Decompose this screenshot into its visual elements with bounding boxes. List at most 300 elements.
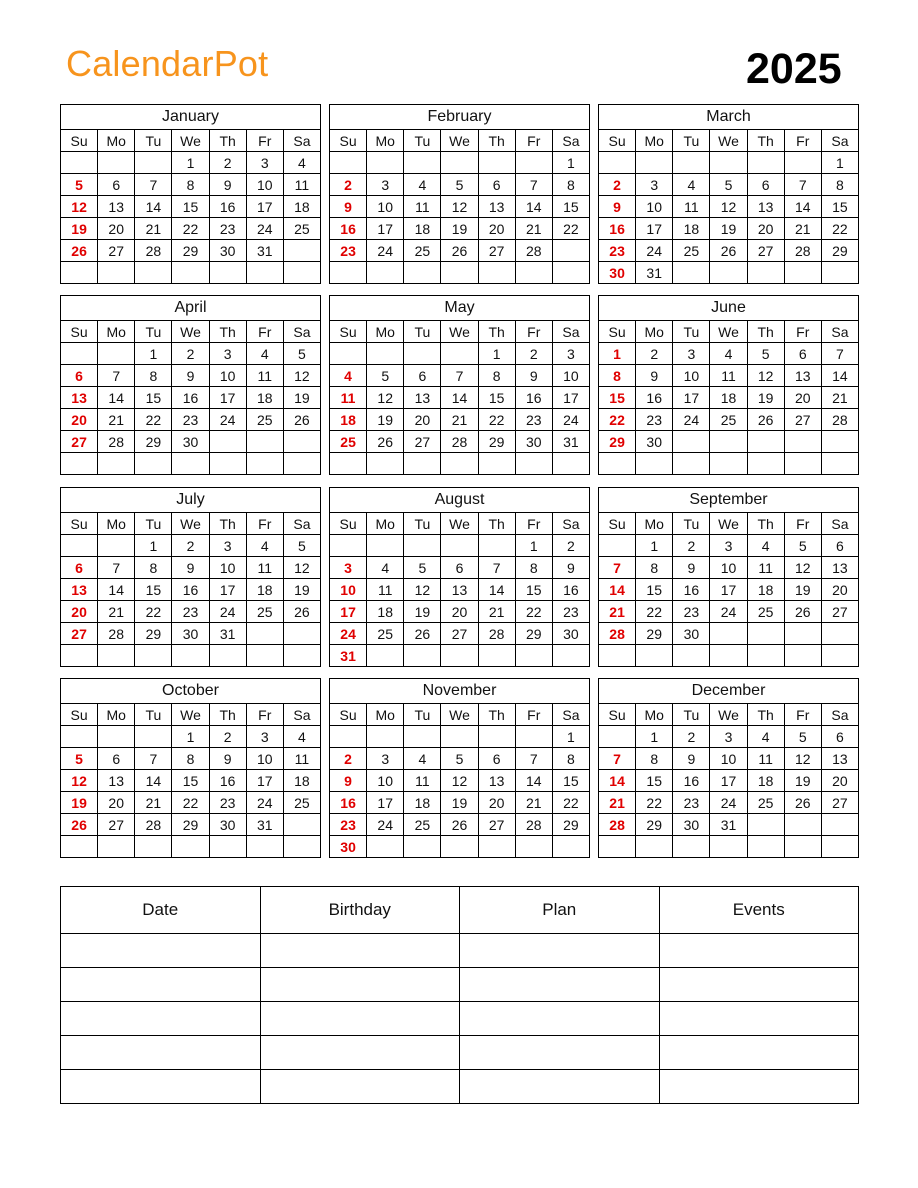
notes-cell[interactable]	[61, 934, 261, 968]
notes-cell[interactable]	[61, 1002, 261, 1036]
empty-cell	[172, 645, 209, 667]
empty-cell	[98, 726, 135, 748]
day-cell: 7	[599, 748, 636, 770]
day-cell: 24	[246, 792, 283, 814]
day-cell: 28	[515, 240, 552, 262]
day-cell: 11	[404, 770, 441, 792]
empty-cell	[478, 645, 515, 667]
empty-cell	[710, 836, 747, 858]
empty-cell	[404, 836, 441, 858]
day-cell: 15	[172, 196, 209, 218]
day-cell: 21	[515, 792, 552, 814]
empty-cell	[61, 343, 98, 365]
empty-cell	[599, 453, 636, 475]
day-cell: 21	[135, 792, 172, 814]
day-cell: 16	[673, 579, 710, 601]
day-cell: 14	[135, 770, 172, 792]
empty-cell	[209, 431, 246, 453]
empty-cell	[330, 152, 367, 174]
empty-cell	[61, 152, 98, 174]
empty-cell	[330, 726, 367, 748]
empty-cell	[552, 240, 589, 262]
day-cell: 25	[246, 409, 283, 431]
empty-cell	[246, 262, 283, 284]
day-cell: 4	[283, 726, 320, 748]
empty-cell	[283, 623, 320, 645]
weekday-header: We	[441, 704, 478, 726]
empty-cell	[61, 645, 98, 667]
day-cell: 16	[552, 579, 589, 601]
empty-cell	[747, 431, 784, 453]
day-cell: 10	[367, 770, 404, 792]
empty-cell	[404, 645, 441, 667]
empty-cell	[135, 453, 172, 475]
day-cell: 20	[821, 579, 858, 601]
empty-cell	[98, 645, 135, 667]
empty-cell	[821, 814, 858, 836]
empty-cell	[710, 262, 747, 284]
day-cell: 23	[209, 218, 246, 240]
empty-cell	[552, 836, 589, 858]
weekday-header: Tu	[404, 321, 441, 343]
empty-cell	[747, 262, 784, 284]
day-cell: 27	[61, 623, 98, 645]
day-cell: 2	[636, 343, 673, 365]
day-cell: 20	[478, 792, 515, 814]
day-cell: 29	[478, 431, 515, 453]
day-cell: 25	[710, 409, 747, 431]
day-cell: 20	[747, 218, 784, 240]
day-cell: 17	[367, 218, 404, 240]
day-cell: 5	[367, 365, 404, 387]
empty-cell	[404, 262, 441, 284]
day-cell: 27	[821, 601, 858, 623]
day-cell: 7	[135, 748, 172, 770]
day-cell: 2	[330, 174, 367, 196]
day-cell: 30	[209, 814, 246, 836]
day-cell: 19	[441, 218, 478, 240]
empty-cell	[367, 535, 404, 557]
empty-cell	[478, 453, 515, 475]
notes-cell[interactable]	[260, 1036, 460, 1070]
weekday-header: Su	[61, 321, 98, 343]
day-cell: 23	[172, 601, 209, 623]
empty-cell	[710, 431, 747, 453]
empty-cell	[246, 431, 283, 453]
day-cell: 17	[209, 387, 246, 409]
day-cell: 12	[404, 579, 441, 601]
day-cell: 26	[283, 409, 320, 431]
day-cell: 15	[636, 579, 673, 601]
empty-cell	[283, 240, 320, 262]
day-cell: 8	[515, 557, 552, 579]
notes-cell[interactable]	[260, 934, 460, 968]
day-cell: 22	[552, 218, 589, 240]
day-cell: 29	[821, 240, 858, 262]
day-cell: 25	[283, 792, 320, 814]
weekday-header: Sa	[283, 704, 320, 726]
month-august	[329, 487, 590, 673]
month-may	[329, 295, 590, 481]
day-cell: 9	[552, 557, 589, 579]
day-cell: 21	[135, 218, 172, 240]
day-cell: 9	[209, 174, 246, 196]
day-cell: 30	[673, 814, 710, 836]
day-cell: 14	[441, 387, 478, 409]
day-cell: 23	[552, 601, 589, 623]
day-cell: 1	[172, 152, 209, 174]
day-cell: 13	[61, 387, 98, 409]
empty-cell	[404, 535, 441, 557]
day-cell: 17	[246, 196, 283, 218]
day-cell: 28	[599, 814, 636, 836]
day-cell: 13	[61, 579, 98, 601]
day-cell: 9	[209, 748, 246, 770]
empty-cell	[441, 152, 478, 174]
empty-cell	[61, 726, 98, 748]
day-cell: 14	[599, 770, 636, 792]
day-cell: 12	[747, 365, 784, 387]
day-cell: 7	[135, 174, 172, 196]
day-cell: 18	[747, 579, 784, 601]
notes-header-events: Events	[659, 887, 859, 934]
month-november	[329, 678, 590, 864]
weekday-header: Mo	[367, 704, 404, 726]
day-cell: 8	[599, 365, 636, 387]
day-cell: 22	[172, 218, 209, 240]
day-cell: 8	[172, 748, 209, 770]
empty-cell	[441, 726, 478, 748]
day-cell: 10	[330, 579, 367, 601]
empty-cell	[61, 535, 98, 557]
day-cell: 24	[710, 792, 747, 814]
empty-cell	[441, 645, 478, 667]
day-cell: 26	[404, 623, 441, 645]
day-cell: 18	[747, 770, 784, 792]
day-cell: 14	[515, 196, 552, 218]
weekday-header: Sa	[821, 130, 858, 152]
day-cell: 30	[330, 836, 367, 858]
day-cell: 12	[710, 196, 747, 218]
day-cell: 3	[209, 535, 246, 557]
day-cell: 30	[552, 623, 589, 645]
empty-cell	[478, 836, 515, 858]
day-cell: 24	[710, 601, 747, 623]
notes-cell[interactable]	[659, 1002, 859, 1036]
day-cell: 10	[673, 365, 710, 387]
day-cell: 18	[330, 409, 367, 431]
day-cell: 5	[441, 174, 478, 196]
notes-cell[interactable]	[460, 1070, 660, 1104]
day-cell: 28	[441, 431, 478, 453]
weekday-header: Tu	[673, 321, 710, 343]
empty-cell	[710, 453, 747, 475]
day-cell: 25	[246, 601, 283, 623]
empty-cell	[478, 726, 515, 748]
day-cell: 19	[283, 387, 320, 409]
empty-cell	[172, 836, 209, 858]
notes-cell[interactable]	[61, 968, 261, 1002]
day-cell: 16	[673, 770, 710, 792]
weekday-header: Mo	[636, 513, 673, 535]
day-cell: 3	[552, 343, 589, 365]
day-cell: 20	[98, 792, 135, 814]
weekday-header: Fr	[784, 321, 821, 343]
day-cell: 23	[172, 409, 209, 431]
notes-cell[interactable]	[460, 934, 660, 968]
weekday-header: Mo	[636, 130, 673, 152]
month-january	[60, 104, 321, 290]
day-cell: 4	[747, 535, 784, 557]
day-cell: 17	[330, 601, 367, 623]
empty-cell	[673, 262, 710, 284]
day-cell: 15	[135, 579, 172, 601]
notes-cell[interactable]	[61, 1070, 261, 1104]
day-cell: 19	[367, 409, 404, 431]
empty-cell	[747, 152, 784, 174]
month-april	[60, 295, 321, 481]
empty-cell	[747, 645, 784, 667]
weekday-header: Su	[61, 704, 98, 726]
day-cell: 25	[747, 601, 784, 623]
empty-cell	[747, 814, 784, 836]
empty-cell	[478, 262, 515, 284]
day-cell: 3	[636, 174, 673, 196]
empty-cell	[367, 343, 404, 365]
day-cell: 29	[636, 814, 673, 836]
day-cell: 6	[821, 726, 858, 748]
day-cell: 18	[710, 387, 747, 409]
day-cell: 22	[552, 792, 589, 814]
day-cell: 5	[404, 557, 441, 579]
empty-cell	[330, 343, 367, 365]
notes-cell[interactable]	[659, 968, 859, 1002]
day-cell: 21	[784, 218, 821, 240]
weekday-header: Sa	[283, 130, 320, 152]
notes-cell[interactable]	[61, 1036, 261, 1070]
day-cell: 28	[478, 623, 515, 645]
day-cell: 1	[135, 535, 172, 557]
weekday-header: Fr	[246, 513, 283, 535]
month-december	[598, 678, 859, 864]
notes-row	[61, 968, 859, 1002]
month-name: March	[599, 105, 859, 130]
month-name: July	[61, 488, 321, 513]
empty-cell	[283, 814, 320, 836]
empty-cell	[636, 645, 673, 667]
day-cell: 13	[784, 365, 821, 387]
month-name: May	[330, 296, 590, 321]
day-cell: 22	[636, 601, 673, 623]
empty-cell	[821, 836, 858, 858]
day-cell: 1	[552, 152, 589, 174]
weekday-header: We	[710, 513, 747, 535]
day-cell: 22	[515, 601, 552, 623]
day-cell: 24	[367, 814, 404, 836]
empty-cell	[404, 726, 441, 748]
day-cell: 18	[283, 196, 320, 218]
day-cell: 18	[404, 218, 441, 240]
day-cell: 19	[441, 792, 478, 814]
weekday-header: Th	[747, 513, 784, 535]
empty-cell	[283, 453, 320, 475]
notes-cell[interactable]	[659, 1070, 859, 1104]
day-cell: 25	[283, 218, 320, 240]
notes-cell[interactable]	[460, 1002, 660, 1036]
day-cell: 26	[441, 240, 478, 262]
notes-cell[interactable]	[460, 1036, 660, 1070]
day-cell: 7	[599, 557, 636, 579]
day-cell: 2	[673, 726, 710, 748]
day-cell: 21	[599, 601, 636, 623]
day-cell: 21	[599, 792, 636, 814]
empty-cell	[710, 623, 747, 645]
weekday-header: Su	[61, 513, 98, 535]
day-cell: 28	[98, 623, 135, 645]
empty-cell	[98, 262, 135, 284]
weekday-header: Mo	[636, 704, 673, 726]
day-cell: 8	[636, 748, 673, 770]
day-cell: 6	[747, 174, 784, 196]
day-cell: 3	[246, 152, 283, 174]
notes-cell[interactable]	[659, 934, 859, 968]
weekday-header: Sa	[821, 513, 858, 535]
day-cell: 17	[636, 218, 673, 240]
day-cell: 11	[246, 557, 283, 579]
day-cell: 11	[283, 748, 320, 770]
empty-cell	[367, 152, 404, 174]
day-cell: 21	[478, 601, 515, 623]
day-cell: 12	[283, 365, 320, 387]
day-cell: 5	[61, 748, 98, 770]
weekday-header: Fr	[246, 130, 283, 152]
notes-cell[interactable]	[659, 1036, 859, 1070]
empty-cell	[552, 262, 589, 284]
day-cell: 13	[441, 579, 478, 601]
day-cell: 28	[784, 240, 821, 262]
empty-cell	[441, 262, 478, 284]
empty-cell	[283, 645, 320, 667]
day-cell: 4	[283, 152, 320, 174]
day-cell: 23	[673, 601, 710, 623]
day-cell: 29	[135, 623, 172, 645]
month-name: January	[61, 105, 321, 130]
day-cell: 1	[515, 535, 552, 557]
day-cell: 10	[552, 365, 589, 387]
empty-cell	[636, 836, 673, 858]
day-cell: 28	[821, 409, 858, 431]
day-cell: 12	[784, 557, 821, 579]
day-cell: 15	[172, 770, 209, 792]
empty-cell	[404, 453, 441, 475]
day-cell: 2	[172, 535, 209, 557]
empty-cell	[673, 645, 710, 667]
day-cell: 21	[98, 601, 135, 623]
day-cell: 27	[821, 792, 858, 814]
weekday-header: We	[710, 130, 747, 152]
day-cell: 20	[821, 770, 858, 792]
empty-cell	[441, 343, 478, 365]
month-october	[60, 678, 321, 864]
day-cell: 6	[404, 365, 441, 387]
empty-cell	[599, 726, 636, 748]
empty-cell	[61, 262, 98, 284]
day-cell: 11	[404, 196, 441, 218]
day-cell: 19	[784, 579, 821, 601]
day-cell: 9	[515, 365, 552, 387]
day-cell: 30	[172, 623, 209, 645]
weekday-header: We	[441, 513, 478, 535]
day-cell: 1	[599, 343, 636, 365]
weekday-header: Tu	[673, 513, 710, 535]
day-cell: 17	[673, 387, 710, 409]
day-cell: 22	[172, 792, 209, 814]
empty-cell	[172, 262, 209, 284]
day-cell: 1	[135, 343, 172, 365]
day-cell: 10	[246, 748, 283, 770]
empty-cell	[441, 453, 478, 475]
day-cell: 11	[283, 174, 320, 196]
day-cell: 11	[246, 365, 283, 387]
day-cell: 26	[747, 409, 784, 431]
day-cell: 11	[747, 557, 784, 579]
day-cell: 5	[784, 535, 821, 557]
day-cell: 22	[135, 409, 172, 431]
day-cell: 2	[552, 535, 589, 557]
day-cell: 5	[784, 726, 821, 748]
day-cell: 15	[515, 579, 552, 601]
weekday-header: Fr	[515, 321, 552, 343]
day-cell: 9	[599, 196, 636, 218]
notes-cell[interactable]	[260, 968, 460, 1002]
month-september	[598, 487, 859, 673]
empty-cell	[330, 535, 367, 557]
notes-cell[interactable]	[260, 1070, 460, 1104]
day-cell: 23	[330, 240, 367, 262]
day-cell: 6	[478, 748, 515, 770]
notes-cell[interactable]	[260, 1002, 460, 1036]
day-cell: 21	[441, 409, 478, 431]
day-cell: 26	[367, 431, 404, 453]
day-cell: 2	[172, 343, 209, 365]
empty-cell	[636, 152, 673, 174]
day-cell: 27	[478, 240, 515, 262]
empty-cell	[784, 623, 821, 645]
weekday-header: Th	[209, 321, 246, 343]
notes-cell[interactable]	[460, 968, 660, 1002]
day-cell: 1	[636, 726, 673, 748]
day-cell: 13	[821, 557, 858, 579]
weekday-header: We	[710, 704, 747, 726]
day-cell: 20	[404, 409, 441, 431]
empty-cell	[367, 726, 404, 748]
empty-cell	[784, 836, 821, 858]
day-cell: 22	[821, 218, 858, 240]
day-cell: 13	[821, 748, 858, 770]
empty-cell	[673, 431, 710, 453]
day-cell: 30	[599, 262, 636, 284]
day-cell: 30	[172, 431, 209, 453]
weekday-header: Su	[330, 130, 367, 152]
day-cell: 20	[478, 218, 515, 240]
day-cell: 6	[98, 174, 135, 196]
notes-row	[61, 1070, 859, 1104]
day-cell: 3	[209, 343, 246, 365]
weekday-header: We	[172, 704, 209, 726]
weekday-header: Tu	[135, 130, 172, 152]
day-cell: 21	[821, 387, 858, 409]
day-cell: 14	[478, 579, 515, 601]
